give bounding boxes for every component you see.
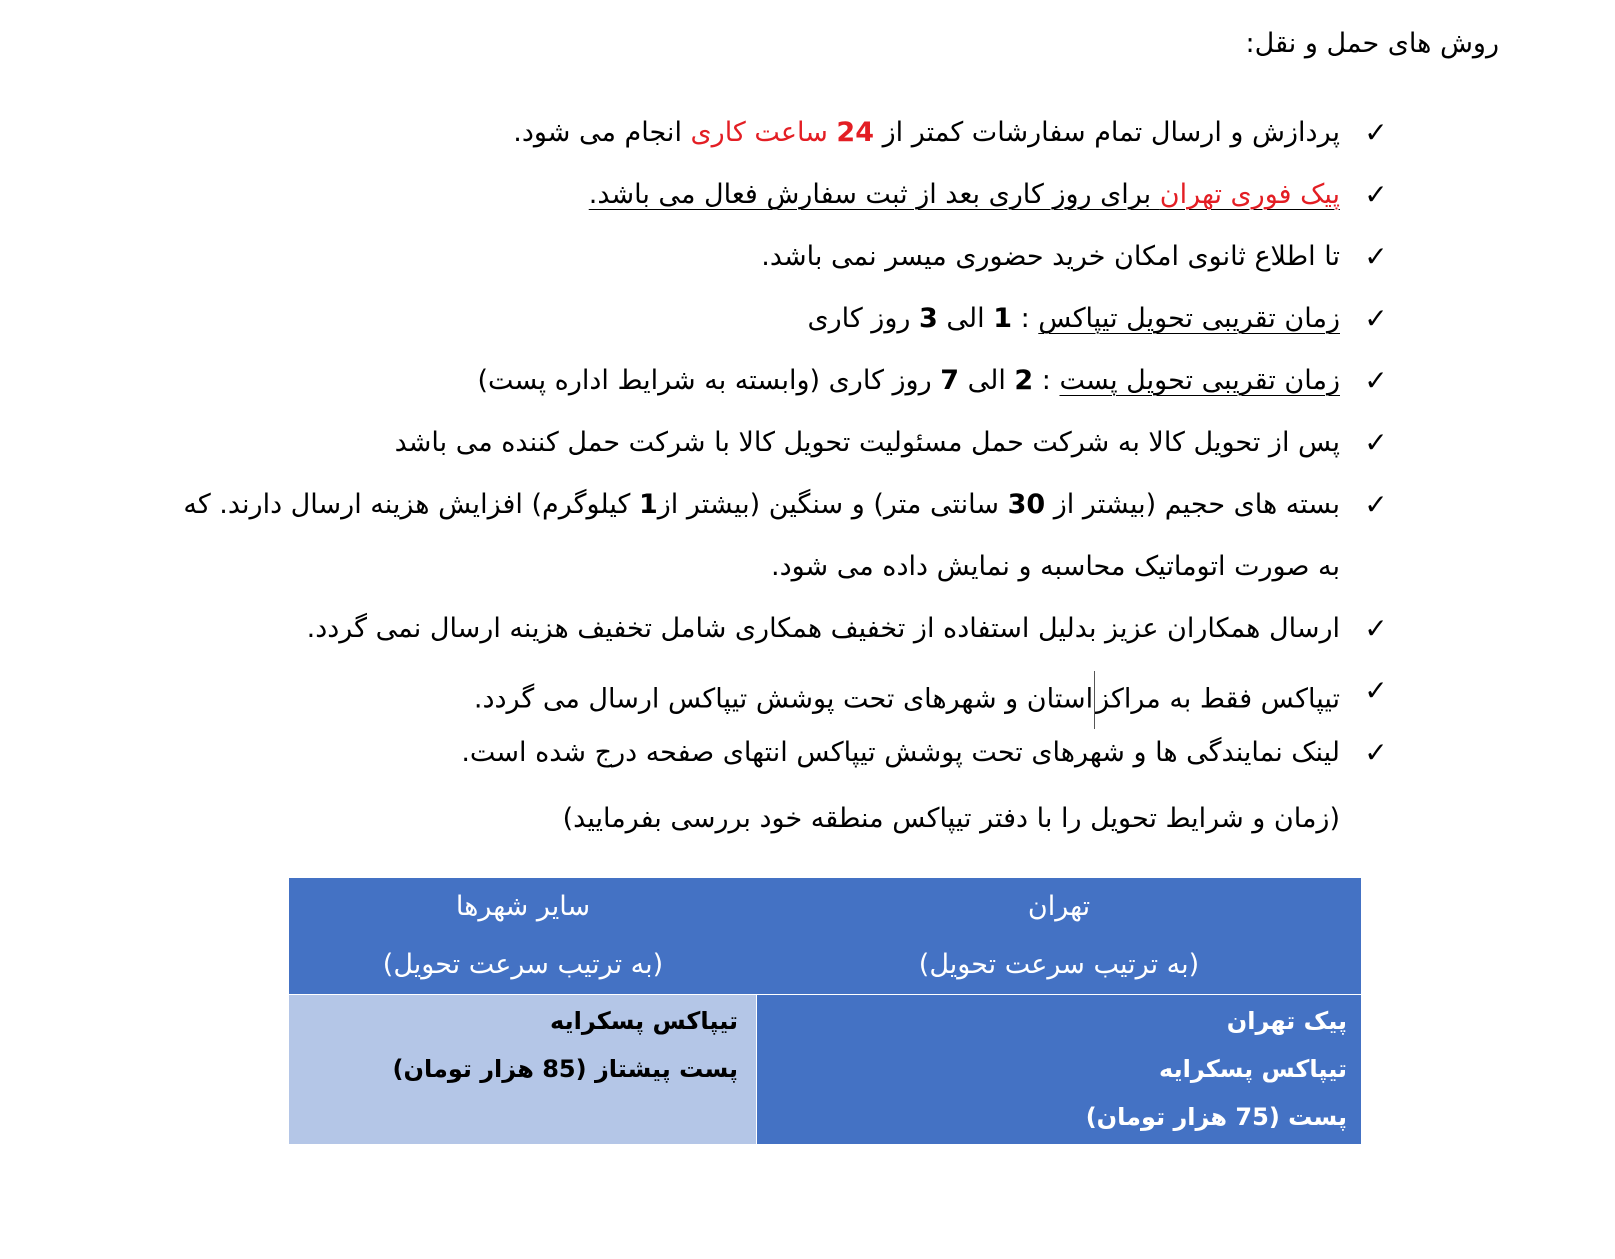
check-icon: ✓ <box>1364 178 1388 211</box>
list-item-tehran-courier: پیک فوری تهران برای روز کاری بعد از ثبت سفارش فعال می باشد. <box>588 179 1340 210</box>
list-item-bulky-packages: بسته های حجیم (بیشتر از 30 سانتی متر) و سنگین (بیشتر از1 کیلوگرم) افزایش هزینه ارسال دارند. که <box>183 489 1340 520</box>
check-icon: ✓ <box>1364 116 1388 149</box>
list-item-agencies-note: (زمان و شرایط تحویل را با دفتر تیپاکس منطقه خود بررسی بفرمایید) <box>562 803 1340 834</box>
list-item-agencies-link: لینک نمایندگی ها و شهرهای تحت پوشش تیپاکس انتهای صفحه درج شده است. <box>461 737 1340 768</box>
shipping-methods-table <box>289 878 1361 1144</box>
list-item-bulky-packages-continued: به صورت اتوماتیک محاسبه و نمایش داده می شود. <box>771 551 1340 582</box>
table-cell-tehran-methods <box>757 995 1361 1144</box>
table-row: پست (75 هزار تومان) <box>1085 1103 1347 1131</box>
check-icon: ✓ <box>1364 674 1388 707</box>
list-item-partner-discount: ارسال همکاران عزیز بدلیل استفاده از تخفیف همکاری شامل تخفیف هزینه ارسال نمی گردد. <box>306 613 1340 644</box>
check-icon: ✓ <box>1364 240 1388 273</box>
check-icon: ✓ <box>1364 612 1388 645</box>
check-icon: ✓ <box>1364 736 1388 769</box>
list-item-processing-time: پردازش و ارسال تمام سفارشات کمتر از 24 ساعت کاری انجام می شود. <box>513 117 1340 148</box>
text-cursor <box>1094 671 1095 729</box>
table-row: پیک تهران <box>1226 1007 1347 1035</box>
list-item-tipax-time: زمان تقریبی تحویل تیپاکس : 1 الی 3 روز کاری <box>807 303 1340 334</box>
list-item-post-time: زمان تقریبی تحویل پست : 2 الی 7 روز کاری (وابسته به شرایط اداره پست) <box>477 365 1340 396</box>
table-header-other-cities: سایر شهرها (به ترتیب سرعت تحویل) <box>289 878 757 994</box>
check-icon: ✓ <box>1364 302 1388 335</box>
table-header-tehran: تهران (به ترتیب سرعت تحویل) <box>757 878 1361 994</box>
table-cell-other-cities-methods <box>289 995 756 1144</box>
check-icon: ✓ <box>1364 364 1388 397</box>
check-icon: ✓ <box>1364 426 1388 459</box>
list-item-tipax-coverage: تیپاکس فقط به مراکزاستان و شهرهای تحت پوشش تیپاکس ارسال می گردد. <box>474 671 1340 729</box>
table-row: تیپاکس پسکرایه <box>1159 1055 1347 1083</box>
table-row: پست پیشتاز (85 هزار تومان) <box>392 1055 738 1083</box>
table-row: تیپاکس پسکرایه <box>550 1007 738 1035</box>
list-item-carrier-responsibility: پس از تحویل کالا به شرکت حمل مسئولیت تحویل کالا با شرکت حمل کننده می باشد <box>394 427 1340 458</box>
list-item-in-person: تا اطلاع ثانوی امکان خرید حضوری میسر نمی باشد. <box>761 241 1340 272</box>
page-title: روش های حمل و نقل: <box>1245 28 1499 59</box>
check-icon: ✓ <box>1364 488 1388 521</box>
